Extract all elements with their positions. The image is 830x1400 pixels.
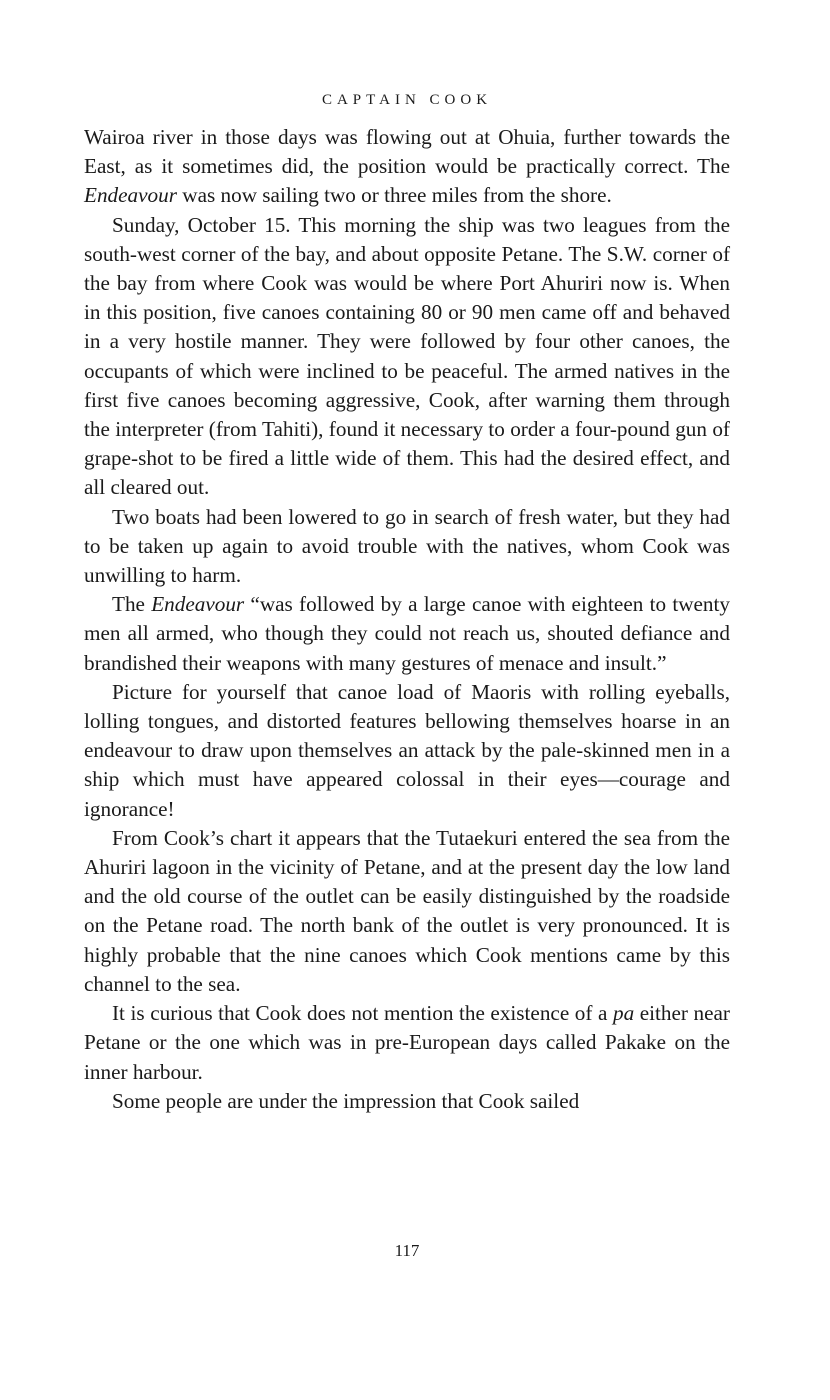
text-run: either near Petane or the one which was in pre-European days called Pakake on the inner harbour. — [84, 1001, 730, 1084]
paragraph-p5 — [84, 678, 730, 824]
paragraph-p3 — [84, 503, 730, 591]
body-text — [84, 123, 730, 1116]
text-run: Sunday, October 15. This morning the ship was two leagues from the south-west corner of the bay, and about opposite Petane. The S.W. corner of the bay from where Cook was would be where Port Ahuriri now is. When in this position, five canoes containing 80 or 90 men came off and behaved in a very hostile manner. They were followed by four other canoes, the occupants of which were inclined to be peaceful. The armed natives in the first five canoes becoming aggressive, Cook, after warning them through the interpreter (from Tahiti), found it necessary to order a four-pound gun of grape-shot to be fired a little wide of them. This had the desired effect, and all cleared out. — [84, 212, 730, 500]
text-run: The — [112, 592, 152, 617]
running-head: CAPTAIN COOK — [321, 92, 493, 108]
paragraph-p1 — [84, 123, 730, 211]
text-run: was now sailing two or three miles from the shore. — [176, 183, 612, 208]
paragraph-p7 — [84, 999, 730, 1087]
text-run: “was followed by a large canoe with eighteen to twenty men all armed, who though they could not reach us, shouted defiance and brandished their weapons with many gestures of menace and insult.” — [84, 592, 730, 675]
text-run: Wairoa river in those days was flowing out at Ohuia, further towards the East, as it sometimes did, the position would be practically correct. The — [84, 125, 730, 179]
paragraph-p4 — [84, 590, 730, 678]
italic-text: Endeavour — [84, 183, 177, 208]
text-run: Some people are under the impression that Cook sailed — [112, 1088, 580, 1113]
italic-text: pa — [612, 1001, 635, 1026]
page-number: 117 — [394, 1241, 420, 1260]
text-run: From Cook’s chart it appears that the Tutaekuri entered the sea from the Ahuriri lagoon in the vicinity of Petane, and at the present day the low land and the old course of the outlet can be easily distinguished by the roadside on the Petane road. The north bank of the outlet is very pronounced. It is highly probable that the nine canoes which Cook mentions came by this channel to the sea. — [84, 825, 730, 996]
book-page — [84, 0, 730, 1400]
text-run: Picture for yourself that canoe load of Maoris with rolling eyeballs, lolling tongues, and distorted features bellowing themselves hoarse in an endeavour to draw upon themselves an attack by the pale-skinned men in a ship which must have appeared colossal in their eyes—courage and ignorance! — [84, 679, 730, 821]
paragraph-p6 — [84, 824, 730, 999]
italic-text: Endeavour — [151, 592, 245, 617]
text-run: Two boats had been lowered to go in search of fresh water, but they had to be taken up again to avoid trouble with the natives, whom Cook was unwilling to harm. — [84, 504, 730, 588]
paragraph-p2 — [84, 211, 730, 503]
text-run: It is curious that Cook does not mention the existence of a — [112, 1001, 613, 1026]
paragraph-p8 — [84, 1087, 730, 1116]
